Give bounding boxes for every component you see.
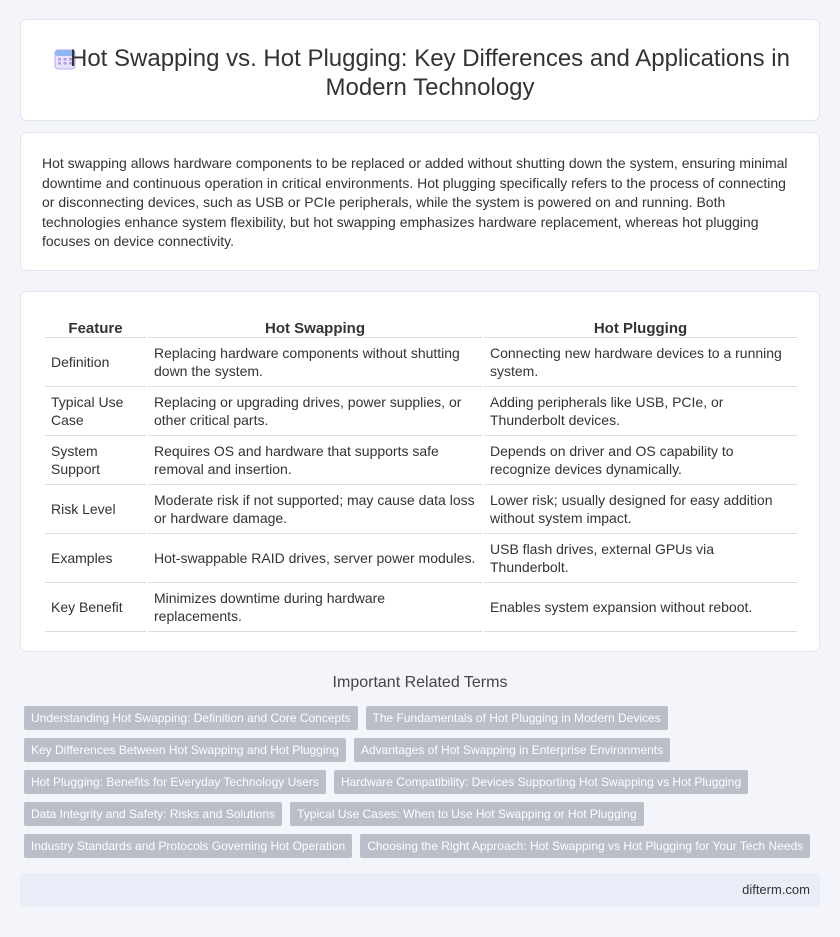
hot-plugging-cell: USB flash drives, external GPUs via Thunderbolt. — [484, 534, 797, 583]
column-header-feature: Feature — [45, 316, 146, 338]
intro-card — [20, 132, 820, 271]
table-row — [45, 387, 797, 436]
header-card — [20, 19, 820, 121]
related-term-link[interactable]: Data Integrity and Safety: Risks and Solutions — [24, 802, 282, 826]
tag-row — [24, 738, 824, 762]
feature-cell: Definition — [45, 338, 146, 387]
related-term-link[interactable]: Understanding Hot Swapping: Definition and Core Concepts — [24, 706, 358, 730]
table-row — [45, 338, 797, 387]
related-term-link[interactable]: Industry Standards and Protocols Governing Hot Operation — [24, 834, 352, 858]
related-term-link[interactable]: Key Differences Between Hot Swapping and Hot Plugging — [24, 738, 346, 762]
feature-cell: Risk Level — [45, 485, 146, 534]
column-header-hot-plugging: Hot Plugging — [484, 316, 797, 338]
related-term-link[interactable]: Hardware Compatibility: Devices Supporting Hot Swapping vs Hot Plugging — [334, 770, 748, 794]
table-header-row — [45, 316, 797, 338]
tag-row — [24, 770, 824, 794]
hot-swapping-cell: Moderate risk if not supported; may cause data loss or hardware damage. — [148, 485, 482, 534]
tag-row — [24, 706, 824, 730]
related-term-link[interactable]: Hot Plugging: Benefits for Everyday Technology Users — [24, 770, 326, 794]
feature-cell: Typical Use Case — [45, 387, 146, 436]
page-title: Hot Swapping vs. Hot Plugging: Key Differences and Applications in Modern Technology — [70, 45, 790, 101]
hot-swapping-cell: Hot-swappable RAID drives, server power modules. — [148, 534, 482, 583]
table-row — [45, 534, 797, 583]
hot-plugging-cell: Lower risk; usually designed for easy addition without system impact. — [484, 485, 797, 534]
feature-cell: System Support — [45, 436, 146, 485]
tag-row — [24, 802, 824, 826]
comparison-card — [20, 291, 820, 652]
hot-swapping-cell: Minimizes downtime during hardware replacements. — [148, 583, 482, 632]
hot-swapping-cell: Replacing hardware components without shutting down the system. — [148, 338, 482, 387]
comparison-table — [43, 316, 799, 632]
hot-swapping-cell: Requires OS and hardware that supports safe removal and insertion. — [148, 436, 482, 485]
related-term-link[interactable]: Typical Use Cases: When to Use Hot Swapping or Hot Plugging — [290, 802, 644, 826]
hot-plugging-cell: Adding peripherals like USB, PCIe, or Thunderbolt devices. — [484, 387, 797, 436]
table-row — [45, 583, 797, 632]
feature-cell: Key Benefit — [45, 583, 146, 632]
site-name[interactable]: difterm.com — [742, 882, 810, 897]
hot-plugging-cell: Depends on driver and OS capability to recognize devices dynamically. — [484, 436, 797, 485]
intro-paragraph: Hot swapping allows hardware components to be replaced or added without shutting down the system, ensuring minimal downtime and continuous operation in critical environments. Hot plugging specifically refers to the process of connecting or disconnecting devices, such as USB or PCIe peripherals, while the system is powered on and running. Both technologies enhance system flexibility, but hot swapping emphasizes hardware replacement, whereas hot plugging focuses on device connectivity. — [42, 155, 788, 250]
feature-cell: Examples — [45, 534, 146, 583]
column-header-hot-swapping: Hot Swapping — [148, 316, 482, 338]
related-term-link[interactable]: Choosing the Right Approach: Hot Swapping vs Hot Plugging for Your Tech Needs — [360, 834, 810, 858]
table-row — [45, 485, 797, 534]
hot-plugging-cell: Connecting new hardware devices to a running system. — [484, 338, 797, 387]
related-terms-heading: Important Related Terms — [332, 674, 508, 691]
related-term-link[interactable]: The Fundamentals of Hot Plugging in Modern Devices — [366, 706, 668, 730]
footer-bar — [20, 873, 820, 906]
tag-row — [24, 834, 824, 858]
table-row — [45, 436, 797, 485]
related-term-link[interactable]: Advantages of Hot Swapping in Enterprise Environments — [354, 738, 670, 762]
related-terms-list — [24, 706, 824, 866]
hot-swapping-cell: Replacing or upgrading drives, power supplies, or other critical parts. — [148, 387, 482, 436]
hot-plugging-cell: Enables system expansion without reboot. — [484, 583, 797, 632]
